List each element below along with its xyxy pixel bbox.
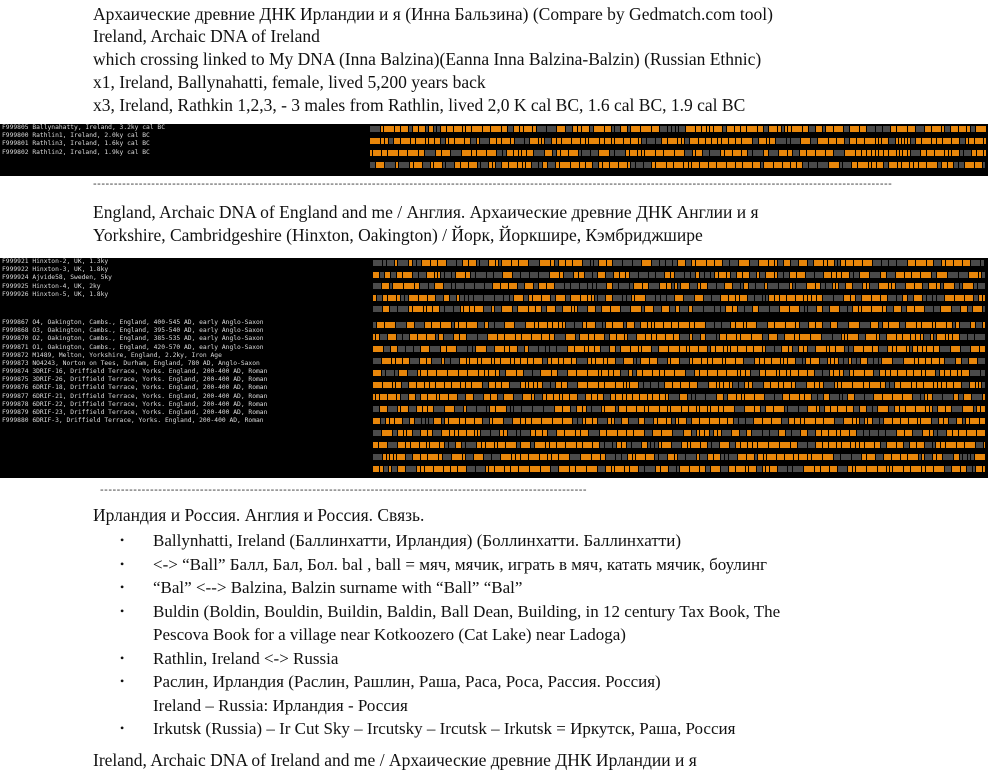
panel1-row-label: F999801 Rathlin3, Ireland, 1.6ky cal BC [2, 140, 150, 148]
relation-heading: Ирландия и Россия. Англия и Россия. Связь. [93, 505, 425, 525]
header-line-4: x1, Ireland, Ballynahatti, female, lived 5,200 years back [93, 72, 486, 92]
relation-list-item [120, 529, 780, 553]
panel2-row-label: F999921 Hinxton-2, UK, 1.3ky [2, 258, 109, 265]
panel2-row-label: F999877 6DRIF-21, Driffield Terrace, Yorks. England, 200-400 AD, Roman [2, 392, 268, 400]
relation-list [120, 529, 780, 741]
relation-item-text: <-> “Ball” Балл, Бал, Бол. bal , ball = мяч, мячик, играть в мяч, катать мячик, боулинг [153, 554, 768, 574]
bullet-icon: • [120, 533, 125, 547]
england-comparison-panel [0, 258, 988, 478]
relation-item-text: Ballynhatti, Ireland (Баллинхатти, Ирландия) (Боллинхатти. Баллинхатти) [153, 531, 682, 550]
relation-item-text: “Bal” <--> Balzina, Balzin surname with “Ball” “Bal” [153, 578, 523, 597]
panel1-bars [370, 124, 986, 176]
comparison-bar [373, 295, 985, 301]
bullet-icon: • [120, 603, 125, 618]
bullet-icon: • [120, 650, 125, 665]
panel2-row-label: F999873 NO4243, Norton on Tees, Durham, England, 780 AD, Anglo-Saxon [2, 359, 260, 367]
relation-item-continuation: Pescova Book for a village near Kotkoozero (Cat Lake) near Ladoga) [153, 625, 626, 644]
comparison-bar [373, 260, 985, 266]
panel2-row-label: F999924 Ajvide58, Sweden, 5ky [2, 274, 112, 282]
panel2-row-label: F999926 Hinxton-5, UK, 1.8ky [2, 290, 109, 298]
comparison-bar [373, 358, 985, 364]
relation-item-text: Buldin (Boldin, Bouldin, Buildin, Baldin, Ball Dean, Building, in 12 century Tax Book, The [153, 601, 781, 621]
header-line-1: Архаические древние ДНК Ирландии и я (Инна Бальзина) (Compare by Gedmatch.com tool) [93, 4, 773, 24]
relation-list-item [120, 553, 780, 577]
comparison-bar [373, 430, 985, 436]
bullet-icon: • [120, 721, 125, 735]
comparison-bar [373, 394, 985, 400]
header-line-5: x3, Ireland, Rathkin 1,2,3, - 3 males from Rathlin, lived 2,0 K cal BC, 1.6 cal BC, 1.9 cal BC [93, 95, 746, 115]
header-line-3: which crossing linked to My DNA (Inna Balzina)(Eanna Inna Balzina-Balzin) (Russian Ethnic) [93, 49, 762, 69]
panel2-row-label: F999880 6DRIF-3, Driffield Terrace, Yorks. England, 200-400 AD, Roman [2, 417, 264, 425]
relation-item-continuation: Ireland – Russia: Ирландия - Россия [153, 695, 408, 715]
comparison-bar [373, 272, 985, 278]
panel2-bars-hinxton [373, 258, 985, 318]
panel2-row-label: F999922 Hinxton-3, UK, 1.8ky [2, 266, 109, 274]
separator-line: ------------------------------------------------------------------------------------------------------------------------------------------------------------------------------------------------ [93, 178, 893, 190]
relation-list-item [120, 600, 780, 647]
comparison-bar [373, 454, 985, 460]
panel2-row-label: F999875 3DRIF-26, Driffield Terrace, Yorks. England, 200-400 AD, Roman [2, 376, 268, 384]
relation-item-text: Раслин, Ирландия (Раслин, Рашлин, Раша, Раса, Роса, Рассия. Россия) [153, 672, 661, 691]
footer-line: Ireland, Archaic DNA of Ireland and me / Архаические древние ДНК Ирландии и я [93, 750, 697, 770]
panel2-row-label: F999872 M1489, Melton, Yorkshire, England, 2.2ky, Iron Age [2, 351, 222, 359]
relation-list-item [120, 647, 780, 671]
panel2-row-label: F999867 O4, Oakington, Cambs., England, 400-545 AD, early Anglo-Saxon [2, 318, 264, 326]
comparison-bar [373, 442, 985, 448]
bullet-icon: • [120, 556, 125, 571]
comparison-bar [373, 346, 985, 352]
relation-list-item [120, 670, 780, 717]
panel2-bars-oakington [373, 320, 985, 476]
bullet-icon: • [120, 674, 125, 688]
ireland-comparison-panel [0, 124, 988, 176]
relation-list-item [120, 717, 780, 741]
comparison-bar [373, 406, 985, 412]
comparison-bar [373, 382, 985, 388]
comparison-bar [373, 306, 985, 312]
separator-line-2: --------------------------------------------------------------------------------------------------------------------- [100, 484, 588, 496]
comparison-bar [370, 150, 986, 156]
panel2-row-label: F999870 O2, Oakington, Cambs., England, 385-535 AD, early Anglo-Saxon [2, 335, 264, 343]
comparison-bar [373, 370, 985, 376]
england-line-1: England, Archaic DNA of England and me / Англия. Архаические древние ДНК Англии и я [93, 202, 759, 222]
comparison-bar [373, 283, 985, 289]
panel2-row-label: F999879 6DRIF-23, Driffield Terrace, Yorks. England, 200-400 AD, Roman [2, 409, 268, 416]
bullet-icon: • [120, 580, 125, 594]
panel2-row-label: F999874 3DRIF-16, Driffield Terrace, Yorks. England, 200-400 AD, Roman [2, 368, 268, 376]
relation-item-text: Rathlin, Ireland <-> Russia [153, 648, 339, 668]
panel1-row-label: F999802 Rathlin2, Ireland, 1.9ky cal BC [2, 148, 150, 156]
comparison-bar [373, 466, 985, 472]
header-line-2: Ireland, Archaic DNA of Ireland [93, 26, 320, 46]
comparison-bar [370, 162, 986, 168]
panel1-row-label: F999800 Rathlin1, Ireland, 2.0ky cal BC [2, 132, 150, 140]
relation-list-item [120, 576, 780, 600]
relation-item-text: Irkutsk (Russia) – Ir Cut Sky – Ircutsky – Ircutsk – Irkutsk = Иркутск, Раша, Россия [153, 719, 736, 738]
panel2-row-label: F999878 6DRIF-22, Driffield Terrace, Yorks. England, 200-400 AD, Roman [2, 400, 268, 408]
comparison-bar [373, 418, 985, 424]
panel2-row-label: F999925 Hinxton-4, UK, 2ky [2, 282, 101, 290]
comparison-bar [373, 334, 985, 340]
comparison-bar [370, 126, 986, 132]
panel1-row-label: F999805 Ballynahatty, Ireland, 3.2ky cal BC [2, 124, 166, 131]
panel2-row-label: F999876 6DRIF-18, Driffield Terrace, Yorks. England, 200-400 AD, Roman [2, 384, 268, 392]
comparison-bar [370, 138, 986, 144]
england-line-2: Yorkshire, Cambridgeshire (Hinxton, Oakington) / Йорк, Йоркшире, Кэмбриджшире [93, 225, 703, 245]
comparison-bar [373, 322, 985, 328]
panel2-row-label: F999868 O3, Oakington, Cambs., England, 395-540 AD, early Anglo-Saxon [2, 327, 264, 335]
panel2-row-label: F999871 O1, Oakington, Cambs., England, 420-570 AD, early Anglo-Saxon [2, 343, 264, 351]
